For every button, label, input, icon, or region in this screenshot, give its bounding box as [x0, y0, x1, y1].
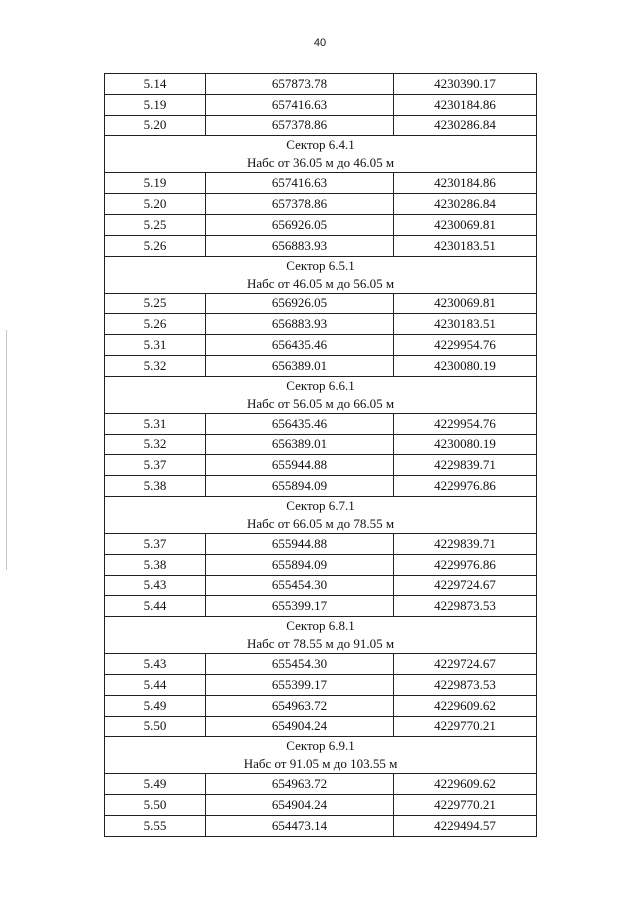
x-coordinate-cell: 656389.01 [206, 355, 394, 376]
table-row [105, 74, 537, 95]
y-coordinate-cell: 4230184.86 [394, 173, 537, 194]
point-number-cell: 5.37 [105, 533, 206, 554]
y-coordinate-cell: 4229494.57 [394, 815, 537, 836]
point-number-cell: 5.38 [105, 554, 206, 575]
x-coordinate-cell: 656435.46 [206, 335, 394, 356]
x-coordinate-cell: 656926.05 [206, 293, 394, 314]
sector-header [105, 737, 537, 774]
point-number-cell: 5.37 [105, 455, 206, 476]
point-number-cell: 5.38 [105, 476, 206, 497]
sector-header-row [105, 496, 537, 533]
table-row [105, 716, 537, 737]
x-coordinate-cell: 655454.30 [206, 654, 394, 675]
y-coordinate-cell: 4229873.53 [394, 674, 537, 695]
sector-header-row [105, 737, 537, 774]
x-coordinate-cell: 655454.30 [206, 575, 394, 596]
coordinates-table-body [105, 74, 537, 837]
table-row [105, 434, 537, 455]
scan-margin-mark [6, 330, 7, 570]
sector-header [105, 256, 537, 293]
x-coordinate-cell: 656389.01 [206, 434, 394, 455]
point-number-cell: 5.43 [105, 575, 206, 596]
sector-height-range: Набс от 78.55 м до 91.05 м [246, 636, 395, 652]
y-coordinate-cell: 4229724.67 [394, 654, 537, 675]
sector-title: Сектор 6.9.1 [286, 738, 355, 754]
x-coordinate-cell: 655399.17 [206, 674, 394, 695]
y-coordinate-cell: 4230390.17 [394, 74, 537, 95]
coordinates-table [104, 73, 537, 837]
table-row [105, 194, 537, 215]
point-number-cell: 5.32 [105, 434, 206, 455]
point-number-cell: 5.50 [105, 716, 206, 737]
sector-title: Сектор 6.4.1 [286, 137, 355, 153]
y-coordinate-cell: 4229609.62 [394, 695, 537, 716]
y-coordinate-cell: 4230286.84 [394, 194, 537, 215]
y-coordinate-cell: 4229873.53 [394, 596, 537, 617]
y-coordinate-cell: 4229609.62 [394, 774, 537, 795]
sector-header [105, 376, 537, 413]
y-coordinate-cell: 4229954.76 [394, 335, 537, 356]
table-row [105, 695, 537, 716]
table-row [105, 654, 537, 675]
table-row [105, 115, 537, 136]
sector-height-range: Набс от 56.05 м до 66.05 м [246, 395, 395, 411]
point-number-cell: 5.49 [105, 695, 206, 716]
y-coordinate-cell: 4230183.51 [394, 235, 537, 256]
y-coordinate-cell: 4229724.67 [394, 575, 537, 596]
table-row [105, 674, 537, 695]
y-coordinate-cell: 4229770.21 [394, 795, 537, 816]
sector-height-range: Набс от 91.05 м до 103.55 м [243, 756, 398, 772]
point-number-cell: 5.43 [105, 654, 206, 675]
sector-height-range: Набс от 46.05 м до 56.05 м [246, 275, 395, 291]
x-coordinate-cell: 657873.78 [206, 74, 394, 95]
y-coordinate-cell: 4229976.86 [394, 554, 537, 575]
point-number-cell: 5.31 [105, 335, 206, 356]
sector-height-range: Набс от 66.05 м до 78.55 м [246, 515, 395, 531]
x-coordinate-cell: 657416.63 [206, 94, 394, 115]
sector-height-range: Набс от 36.05 м до 46.05 м [246, 155, 395, 171]
point-number-cell: 5.20 [105, 115, 206, 136]
x-coordinate-cell: 655894.09 [206, 554, 394, 575]
x-coordinate-cell: 655399.17 [206, 596, 394, 617]
x-coordinate-cell: 656883.93 [206, 314, 394, 335]
y-coordinate-cell: 4230286.84 [394, 115, 537, 136]
sector-header [105, 496, 537, 533]
sector-title: Сектор 6.7.1 [286, 497, 355, 513]
point-number-cell: 5.49 [105, 774, 206, 795]
sector-header-row [105, 136, 537, 173]
table-row [105, 235, 537, 256]
y-coordinate-cell: 4229770.21 [394, 716, 537, 737]
x-coordinate-cell: 657378.86 [206, 115, 394, 136]
x-coordinate-cell: 654963.72 [206, 695, 394, 716]
table-row [105, 173, 537, 194]
table-row [105, 795, 537, 816]
x-coordinate-cell: 655944.88 [206, 533, 394, 554]
y-coordinate-cell: 4229839.71 [394, 533, 537, 554]
point-number-cell: 5.20 [105, 194, 206, 215]
sector-header [105, 617, 537, 654]
x-coordinate-cell: 654904.24 [206, 716, 394, 737]
x-coordinate-cell: 654963.72 [206, 774, 394, 795]
y-coordinate-cell: 4230080.19 [394, 434, 537, 455]
x-coordinate-cell: 657378.86 [206, 194, 394, 215]
point-number-cell: 5.25 [105, 293, 206, 314]
y-coordinate-cell: 4229976.86 [394, 476, 537, 497]
point-number-cell: 5.19 [105, 94, 206, 115]
table-row [105, 596, 537, 617]
point-number-cell: 5.14 [105, 74, 206, 95]
y-coordinate-cell: 4230183.51 [394, 314, 537, 335]
x-coordinate-cell: 657416.63 [206, 173, 394, 194]
table-row [105, 314, 537, 335]
point-number-cell: 5.32 [105, 355, 206, 376]
point-number-cell: 5.26 [105, 235, 206, 256]
y-coordinate-cell: 4230069.81 [394, 293, 537, 314]
table-row [105, 413, 537, 434]
point-number-cell: 5.50 [105, 795, 206, 816]
table-row [105, 554, 537, 575]
point-number-cell: 5.44 [105, 674, 206, 695]
x-coordinate-cell: 654473.14 [206, 815, 394, 836]
sector-header-row [105, 376, 537, 413]
y-coordinate-cell: 4230080.19 [394, 355, 537, 376]
x-coordinate-cell: 656926.05 [206, 214, 394, 235]
table-row [105, 94, 537, 115]
table-row [105, 455, 537, 476]
table-row [105, 774, 537, 795]
x-coordinate-cell: 654904.24 [206, 795, 394, 816]
sector-header [105, 136, 537, 173]
x-coordinate-cell: 656883.93 [206, 235, 394, 256]
table-row [105, 355, 537, 376]
point-number-cell: 5.25 [105, 214, 206, 235]
sector-header-row [105, 256, 537, 293]
point-number-cell: 5.19 [105, 173, 206, 194]
table-row [105, 214, 537, 235]
y-coordinate-cell: 4229954.76 [394, 413, 537, 434]
sector-title: Сектор 6.6.1 [286, 377, 355, 393]
point-number-cell: 5.26 [105, 314, 206, 335]
table-row [105, 575, 537, 596]
point-number-cell: 5.44 [105, 596, 206, 617]
y-coordinate-cell: 4230069.81 [394, 214, 537, 235]
sector-title: Сектор 6.5.1 [286, 257, 355, 273]
table-row [105, 476, 537, 497]
x-coordinate-cell: 656435.46 [206, 413, 394, 434]
sector-header-row [105, 617, 537, 654]
x-coordinate-cell: 655894.09 [206, 476, 394, 497]
table-row [105, 335, 537, 356]
x-coordinate-cell: 655944.88 [206, 455, 394, 476]
point-number-cell: 5.31 [105, 413, 206, 434]
table-row [105, 533, 537, 554]
page-number: 40 [313, 37, 327, 49]
y-coordinate-cell: 4230184.86 [394, 94, 537, 115]
sector-title: Сектор 6.8.1 [286, 618, 355, 634]
table-row [105, 815, 537, 836]
point-number-cell: 5.55 [105, 815, 206, 836]
table-row [105, 293, 537, 314]
y-coordinate-cell: 4229839.71 [394, 455, 537, 476]
